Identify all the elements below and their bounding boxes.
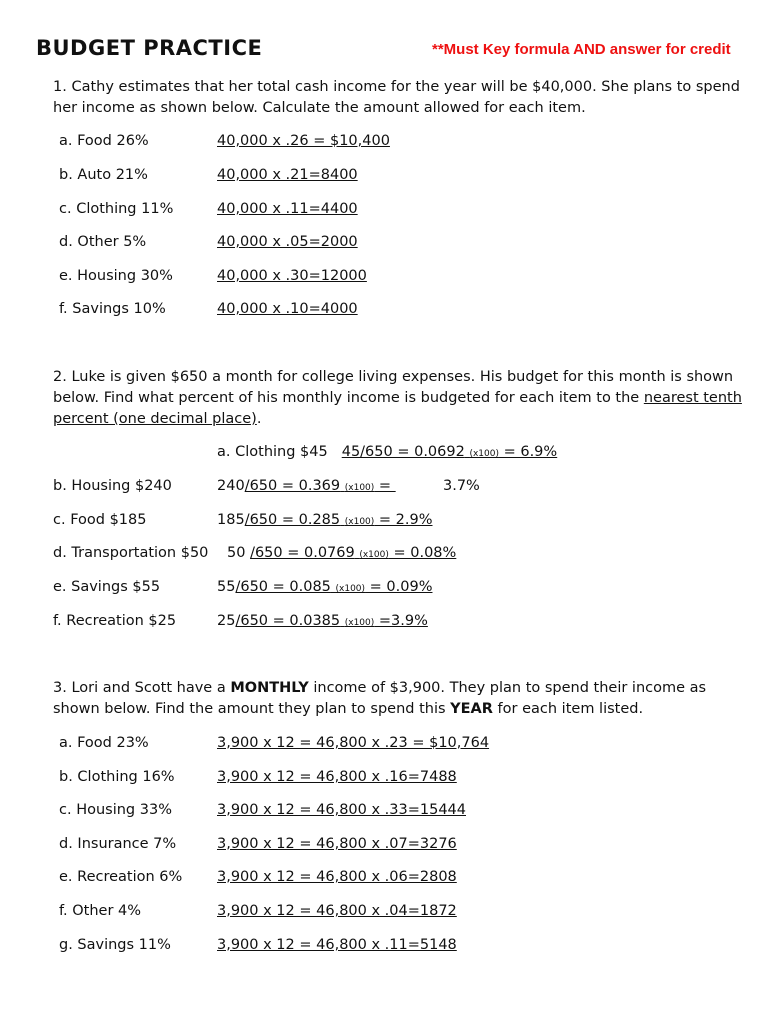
question-3-prompt [53,678,743,720]
q1-item-label: a. Food 26% [59,133,149,149]
q1-item-answer: 40,000 x .26 = $10,400 [217,133,390,149]
q2-prompt-underlined: nearest tenth percent (one decimal place) [53,390,742,427]
q2-item-answer [245,512,433,528]
q2-item-result: = 6.9% [498,444,558,460]
q2-item-label: b. Housing $240 [53,478,172,494]
q3-item-label: d. Insurance 7% [59,836,177,852]
q1-item-answer: 40,000 x .21=8400 [217,167,358,183]
q2-prompt-end: . [256,411,262,427]
q1-item-answer: 40,000 x .10=4000 [217,301,358,317]
q1-item-label: f. Savings 10% [59,301,166,317]
q2-prompt-text: 2. Luke is given $650 a month for college living expenses. His budget for this month is shown below. Find what percent of his monthly income is budgeted for each item to the [53,369,734,406]
q2-item-pre: 25 [217,613,236,629]
q2-x100: (x100) [344,517,375,527]
q2-item-result: = 0.08% [388,545,457,561]
q1-item-answer: 40,000 x .05=2000 [217,234,358,250]
q2-row [53,543,743,563]
q2-item-calc: 45/650 = 0.0692 [341,444,465,460]
q2-item-calc: /650 = 0.369 [244,478,341,494]
q2-item-pre: 55 [217,579,236,595]
q2-item-calc: /650 = 0.0769 [250,545,355,561]
q2-x100: (x100) [344,483,375,493]
q2-row [217,442,557,464]
q2-item-label: e. Savings $55 [53,579,161,595]
q2-item-pre: 50 [227,545,246,561]
q3-item-label: b. Clothing 16% [59,769,175,785]
q3-item-answer: 3,900 x 12 = 46,800 x .06=2808 [217,869,457,885]
question-2-prompt [53,367,743,430]
q2-item-label: f. Recreation $25 [53,613,177,629]
q2-item-label: c. Food $185 [53,512,147,528]
q2-item-answer [342,444,557,460]
q2-item-pre: 185 [217,512,245,528]
q2-item-calc: /650 = 0.285 [244,512,341,528]
q2-item-result: = 2.9% [374,512,433,528]
question-1-prompt: 1. Cathy estimates that her total cash income for the year will be $40,000. She plans to spend her income as shown below. Calculate the amount allowed for each item. [53,79,740,116]
q1-item-label: c. Clothing 11% [59,201,174,217]
q2-item-tail: 3.7% [443,478,480,494]
q3-item-answer: 3,900 x 12 = 46,800 x .33=15444 [217,802,466,818]
q3-year-emphasis: YEAR [450,701,493,717]
q2-x100: (x100) [469,449,499,459]
q2-item-result: = [374,478,396,494]
q1-item-label: d. Other 5% [59,234,147,250]
q3-item-label: f. Other 4% [59,903,142,919]
q3-item-label: g. Savings 11% [59,937,171,953]
q3-item-answer: 3,900 x 12 = 46,800 x .16=7488 [217,769,457,785]
q3-item-answer: 3,900 x 12 = 46,800 x .11=5148 [217,937,457,953]
q3-item-answer: 3,900 x 12 = 46,800 x .07=3276 [217,836,457,852]
q2-row [53,476,743,496]
q2-row [53,510,743,530]
q3-item-label: e. Recreation 6% [59,869,183,885]
q3-prompt-text: 3. Lori and Scott have a [53,680,231,696]
q2-x100: (x100) [335,584,366,594]
q1-item-answer: 40,000 x .30=12000 [217,268,367,284]
q2-row [53,577,743,597]
q2-item-answer [235,613,427,629]
q2-item-calc: /650 = 0.085 [235,579,331,595]
q2-item-answer [245,478,396,494]
q2-item-result: =3.9% [374,613,428,629]
q2-item-result: = 0.09% [365,579,433,595]
q2-x100: (x100) [344,618,375,628]
q1-item-answer: 40,000 x .11=4400 [217,201,358,217]
q3-item-label: c. Housing 33% [59,802,172,818]
credit-notice: **Must Key formula AND answer for credit [432,41,731,58]
q2-item-calc: /650 = 0.0385 [235,613,341,629]
q3-item-label: a. Food 23% [59,735,149,751]
q2-item-answer [235,579,432,595]
q3-monthly-emphasis: MONTHLY [230,680,309,696]
q3-item-answer: 3,900 x 12 = 46,800 x .23 = $10,764 [217,735,490,751]
q1-item-label: b. Auto 21% [59,167,148,183]
q2-x100: (x100) [359,550,389,560]
q3-prompt-text: income of $3,900. They plan to spend their income as shown below. Find the amount they plan to spend this [53,680,707,717]
page-title: BUDGET PRACTICE [36,36,263,60]
q1-item-label: e. Housing 30% [59,268,173,284]
q2-item-answer [250,545,456,561]
q2-row [53,611,743,631]
q3-prompt-text: for each item listed. [492,701,644,717]
q3-item-answer: 3,900 x 12 = 46,800 x .04=1872 [217,903,457,919]
q2-item-label: a. Clothing $45 [217,444,328,460]
q2-item-label: d. Transportation $50 [53,545,209,561]
q2-item-pre: 240 [217,478,245,494]
